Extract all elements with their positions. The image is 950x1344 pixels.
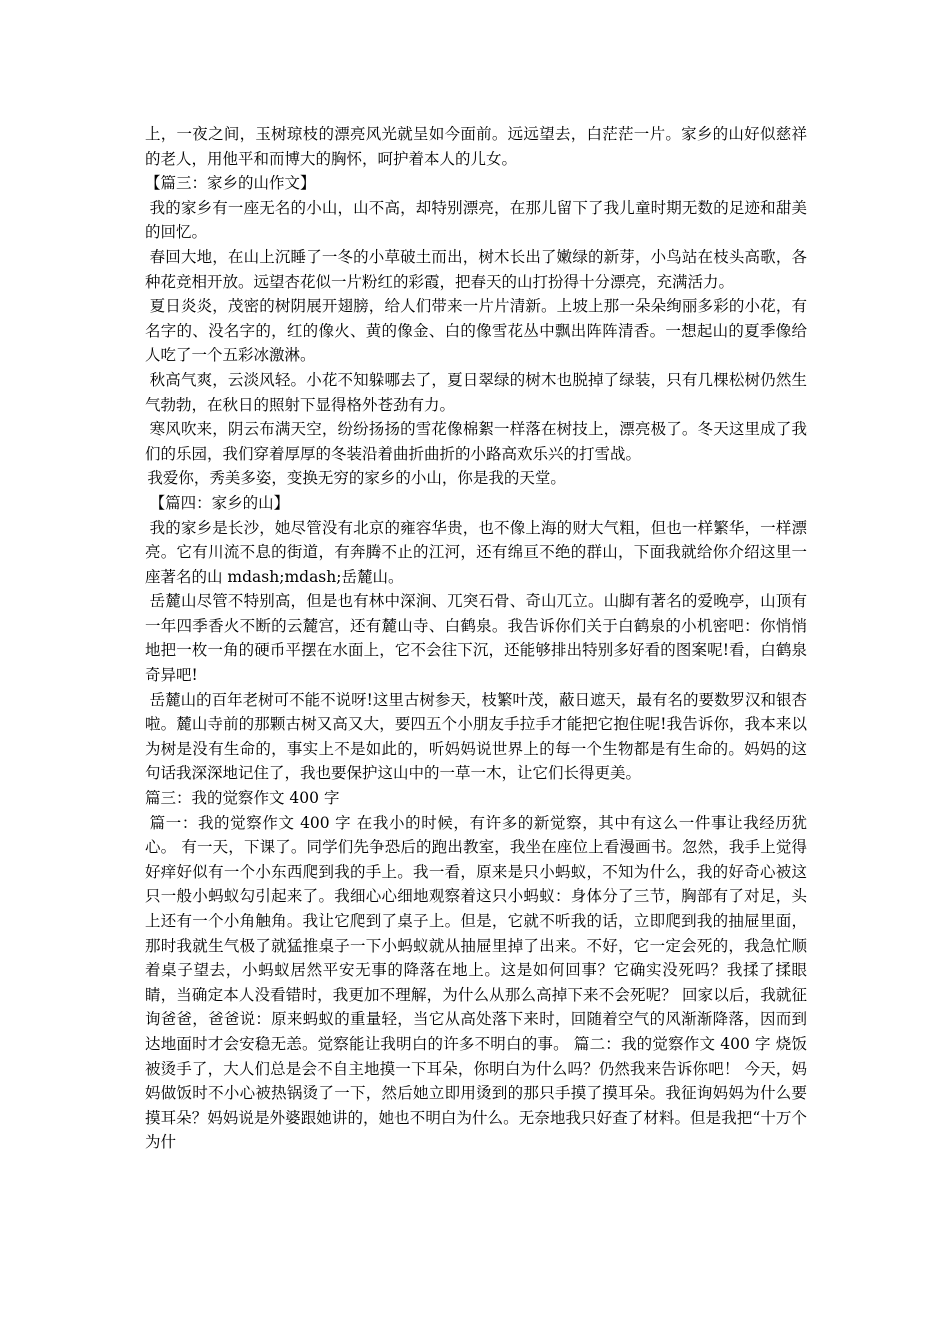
section-heading-pian3: 【篇三：家乡的山作文】 <box>145 174 316 193</box>
paragraph-old-trees: 岳麓山的百年老树可不能不说呀!这里古树参天，枝繁叶茂，蔽日遮天，最有名的要数罗汉和银杏啦。麓山寺前的那颗古树又高又大，要四五个小朋友手拉手才能把它抱住呢!我告诉你，我本来以为树是没有生命的，事实上不是如此的，听妈妈说世界上的每一个生物都是有生命的。妈妈的这句话我深深地记住了，我也要保护这山中的一草一木，让它们长得更美。 <box>145 690 807 783</box>
paragraph-yuelu: 岳麓山尽管不特别高，但是也有林中深涧、兀突石骨、奇山兀立。山脚有著名的爱晚亭，山顶有一年四季香火不断的云麓宫，还有麓山寺、白鹤泉。我告诉你们关于白鹤泉的小机密吧：你悄悄地把一枚一角的硬币平摆在水面上，它不会往下沉，还能够排出特别多好看的图案呢!看，白鹤泉奇异吧! <box>145 592 807 685</box>
paragraph-spring: 春回大地，在山上沉睡了一冬的小草破土而出，树木长出了嫩绿的新芽，小鸟站在枝头高歌，各种花竞相开放。远望杏花似一片粉红的彩霞，把春天的山打扮得十分漂亮，充满活力。 <box>145 247 807 291</box>
paragraph-autumn: 秋高气爽，云淡风轻。小花不知躲哪去了，夏日翠绿的树木也脱掉了绿装，只有几棵松树仍然生气勃勃，在秋日的照射下显得格外苍劲有力。 <box>145 370 807 414</box>
document-page <box>145 122 807 1155</box>
section-heading-discovery: 篇三：我的觉察作文 400 字 <box>145 789 340 808</box>
paragraph-continuation: 上，一夜之间，玉树琼枝的漂亮风光就呈如今面前。远远望去，白茫茫一片。家乡的山好似慈祥的老人，用他平和而博大的胸怀，呵护着本人的儿女。 <box>145 125 807 168</box>
paragraph-winter: 寒风吹来，阴云布满天空，纷纷扬扬的雪花像棉絮一样落在树技上，漂亮极了。冬天这里成了我们的乐园，我们穿着厚厚的冬装沿着曲折曲折的小路高欢乐兴的打雪战。 <box>145 420 807 463</box>
paragraph-conclusion: 我爱你，秀美多姿，变换无穷的家乡的小山，你是我的天堂。 <box>147 469 566 488</box>
paragraph-discovery: 篇一：我的觉察作文 400 字 在我小的时候，有许多的新觉察，其中有这么一件事让我经历犹心。 有一天，下课了。同学们先争恐后的跑出教室，我坐在座位上看漫画书。忽然，我手上觉得好痒好似有一个小东西爬到我的手上。我一看，原来是只小蚂蚁，不知为什么，我的好奇心被这只一般小蚂蚁勾引起来了。我细心心细地观察着这只小蚂蚁：身体分了三节，胸部有了对足，头上还有一个小角触角。我让它爬到了桌子上。但是，它就不听我的话，立即爬到我的抽屉里面，那时我就生气极了就猛推桌子一下小蚂蚁就从抽屉里掉了出来。不好，它一定会死的，我急忙顺着桌子望去，小蚂蚁居然平安无事的降落在地上。这是如何回事？它确实没死吗？我揉了揉眼睛，当确定本人没看错时，我更加不理解，为什么从那么高掉下来不会死呢？ 回家以后，我就征询爸爸，爸爸说：原来蚂蚁的重量轻，当它从高处落下来时，回随着空气的风渐渐降落，因而到达地面时才会安稳无恙。觉察能让我明白的许多不明白的事。 篇二：我的觉察作文 400 字 烧饭被烫手了，大人们总是会不自主地摸一下耳朵，你明白为什么吗？仍然我来告诉你吧！ 今天，妈妈做饭时不小心被热锅烫了一下，然后她立即用烫到的那只手摸了摸耳朵。我征询妈妈为什么要摸耳朵？妈妈说是外婆跟她讲的，她也不明白为什么。无奈地我只好查了材料。但是我把“十万个为什 <box>145 813 807 1152</box>
paragraph-changsha: 我的家乡是长沙，她尽管没有北京的雍容华贵，也不像上海的财大气粗，但也一样繁华，一样漂亮。它有川流不息的街道，有奔腾不止的江河，还有绵亘不绝的群山，下面我就给你介绍这里一座著名的山 mdash;mdash;岳麓山。 <box>145 518 807 586</box>
paragraph-intro: 我的家乡有一座无名的小山，山不高，却特别漂亮，在那儿留下了我儿童时期无数的足迹和甜美的回忆。 <box>145 198 807 242</box>
paragraph-summer: 夏日炎炎，茂密的树阴展开翅膀，给人们带来一片片清新。上坡上那一朵朵绚丽多彩的小花，有名字的、没名字的，红的像火、黄的像金、白的像雪花丛中飘出阵阵清香。一想起山的夏季像给人吃了一个五彩冰激淋。 <box>145 297 807 365</box>
section-heading-pian4: 【篇四：家乡的山】 <box>149 493 290 512</box>
